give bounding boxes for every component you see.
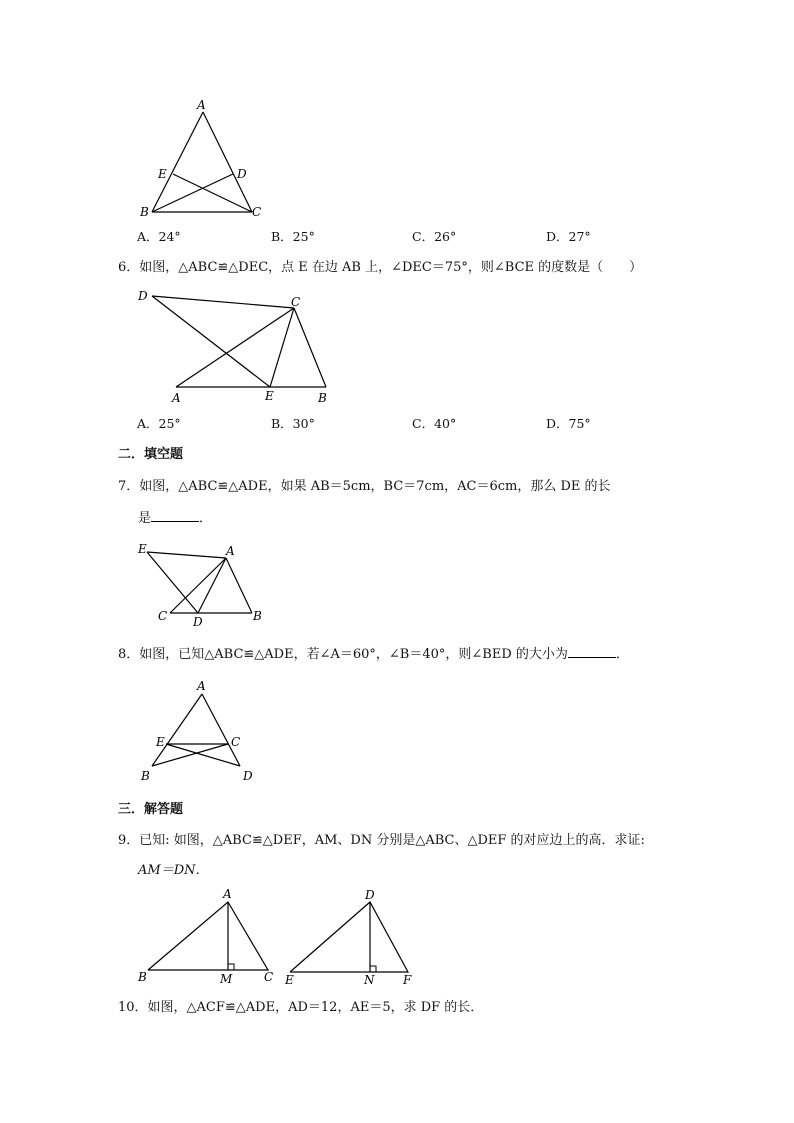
q8-label-a: A [197,679,206,693]
q9-label-a: A [223,887,232,901]
q9-label-e: E [285,973,294,987]
q10-stem: 10．如图，△ACF≌△ADE，AD＝12，AE＝5，求 DF 的长． [118,1000,484,1015]
q7-stem-suffix: ． [199,511,213,526]
q9-label-n: N [364,973,375,987]
q6-label-c: C [291,295,301,309]
q7-label-c: C [158,609,168,623]
q5-label-e: E [158,167,167,181]
section-fill-in-title: 二．填空题 [118,447,184,462]
q8-figure [130,676,270,786]
q6-label-e: E [265,389,274,403]
q5-label-d: D [237,167,247,181]
q7-label-b: B [253,609,262,623]
q6-option-a[interactable]: A．25° [137,416,181,431]
q8-stem-prefix: 8．如图，已知△ABC≌△ADE，若∠A＝60°，∠B＝40°，则∠BED 的大小为 [118,647,568,662]
q8-answer-blank[interactable] [568,645,616,658]
q7-label-a: A [226,544,235,558]
q5-label-a: A [197,98,206,112]
q8-label-c: C [231,735,241,749]
q9-stem-line2: AM＝DN． [138,863,209,878]
q8-stem [118,645,629,664]
q9-label-b: B [138,970,147,984]
q5-label-b: B [140,205,149,219]
q7-stem-prefix: 是 [138,511,152,526]
q5-option-c[interactable]: C．26° [412,229,457,244]
q5-option-a[interactable]: A．24° [137,229,181,244]
q9-figure [130,885,430,990]
section-answer-title: 三．解答题 [118,802,184,817]
q6-label-a: A [172,391,181,405]
q9-label-d: D [365,888,375,902]
q8-label-d: D [243,769,253,783]
q6-label-d: D [138,289,148,303]
q6-figure [130,282,350,412]
q6-option-c[interactable]: C．40° [412,416,457,431]
q7-stem-line1: 7．如图，△ABC≌△ADE，如果 AB＝5cm，BC＝7cm，AC＝6cm，那么 DE 的长 [118,479,611,494]
q9-stem-line1: 9．已知: 如图，△ABC≌△DEF，AM、DN 分别是△ABC、△DEF 的对应边上的高．求证: [118,833,645,848]
q8-label-e: E [156,735,165,749]
q7-stem-line2 [138,509,212,528]
q5-label-c: C [252,205,262,219]
q9-label-m: M [220,972,233,986]
q7-answer-blank[interactable] [151,509,199,522]
q8-stem-suffix: ． [615,647,629,662]
q5-option-b[interactable]: B．25° [271,229,315,244]
q9-label-f: F [403,973,412,987]
q9-label-c: C [264,970,274,984]
q7-label-e: E [138,542,147,556]
q7-label-d: D [193,615,203,629]
q7-figure [130,540,280,630]
q6-option-b[interactable]: B．30° [271,416,315,431]
q6-label-b: B [318,391,327,405]
q8-label-b: B [141,769,150,783]
q6-stem: 6．如图，△ABC≌△DEC，点 E 在边 AB 上，∠DEC＝75°，则∠BCE 的度数是（ ） [118,260,643,275]
q5-option-d[interactable]: D．27° [546,229,591,244]
q5-figure [130,96,270,226]
q6-option-d[interactable]: D．75° [546,416,591,431]
